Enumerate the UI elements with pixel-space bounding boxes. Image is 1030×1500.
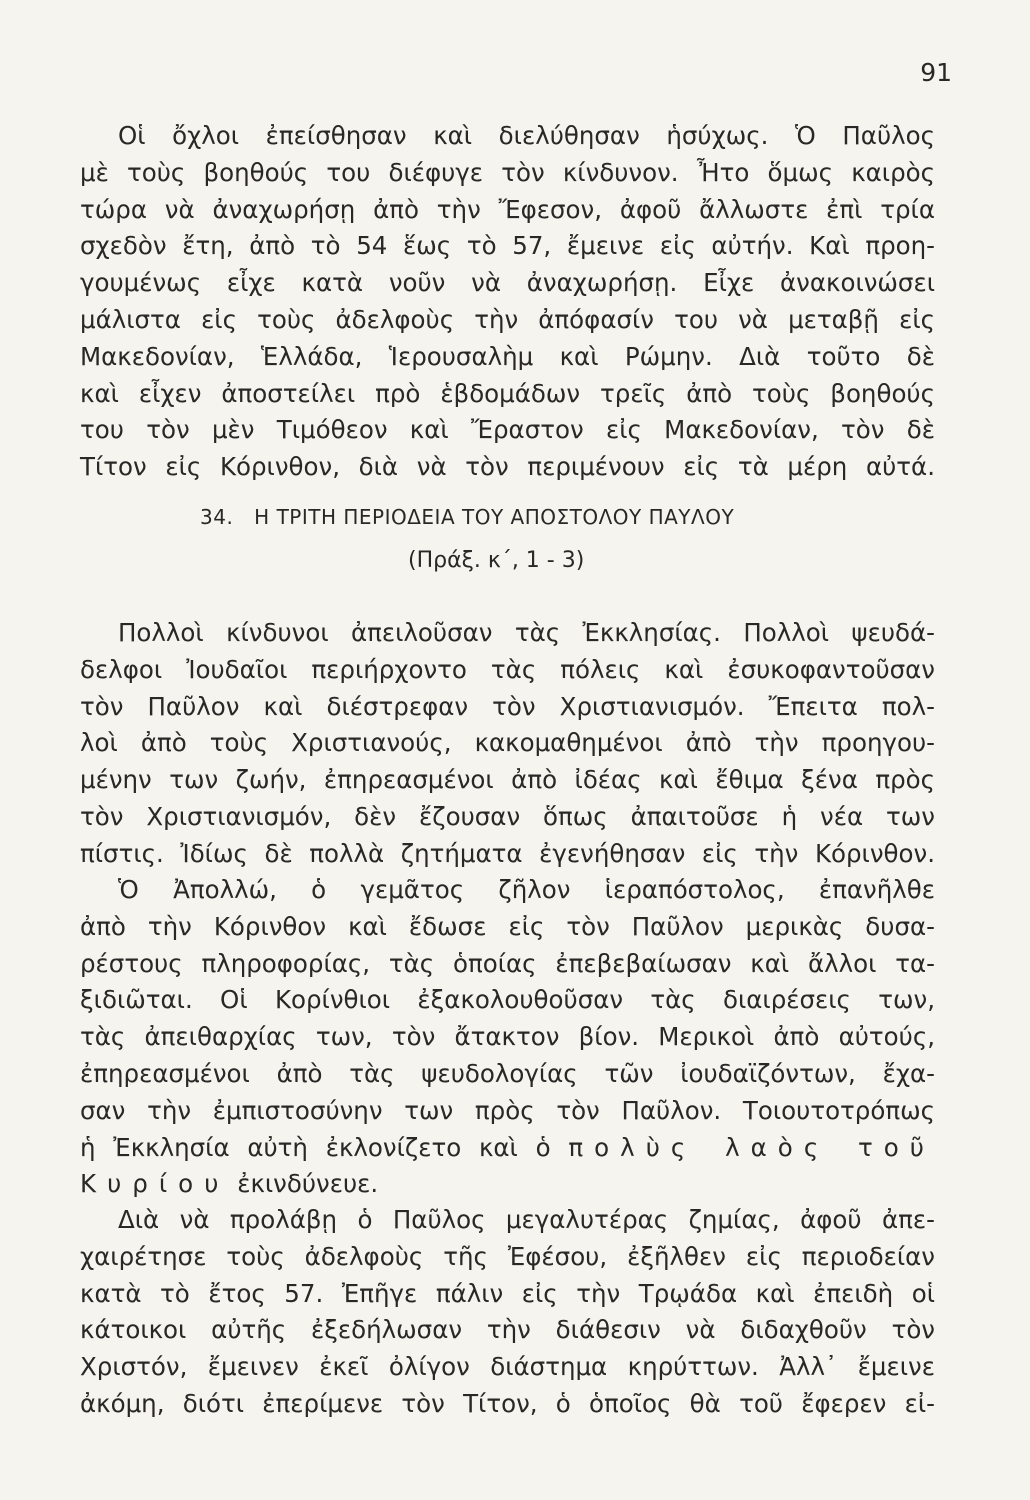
text-line: του τὸν μὲν Τιμόθεον καὶ Ἔραστον εἰς Μακεδονίαν, τὸν δὲ bbox=[80, 415, 935, 445]
text-line: καὶ εἶχεν ἀποστείλει πρὸ ἑβδομάδων τρεῖς ἀπὸ τοὺς βοηθούς bbox=[80, 378, 935, 408]
emphasized-spaced-text: Κυρίου bbox=[80, 1169, 230, 1199]
text-line: λοὶ ἀπὸ τοὺς Χριστιανούς, κακομαθημένοι ἀπὸ τὴν προηγου- bbox=[80, 728, 935, 758]
paragraph-4 bbox=[80, 1202, 935, 1423]
text-line: ἐπηρεασμένοι ἀπὸ τὰς ψευδολογίας τῶν ἰουδαϊζόντων, ἔχα- bbox=[80, 1058, 935, 1088]
text-line: μὲ τοὺς βοηθούς του διέφυγε τὸν κίνδυνον. Ἦτο ὅμως καιρὸς bbox=[80, 157, 935, 187]
text-line: τὸν Χριστιανισμόν, δὲν ἔζουσαν ὅπως ἀπαιτοῦσε ἡ νέα των bbox=[80, 801, 935, 831]
section-number: 34. bbox=[200, 505, 234, 529]
text-line: ρέστους πληροφορίας, τὰς ὁποίας ἐπεβεβαίωσαν καὶ ἄλλοι τα- bbox=[80, 948, 935, 978]
text-line: κάτοικοι αὐτῆς ἐξεδήλωσαν τὴν διάθεσιν νὰ διδαχθοῦν τὸν bbox=[80, 1315, 935, 1345]
section-title: Η ΤΡΙΤΗ ΠΕΡΙΟΔΕΙΑ ΤΟΥ ΑΠΟΣΤΟΛΟΥ ΠΑΥΛΟΥ bbox=[254, 505, 735, 529]
text-line: Διὰ νὰ προλάβῃ ὁ Παῦλος μεγαλυτέρας ζημίας, ἀφοῦ ἀπε- bbox=[118, 1205, 935, 1234]
text-line: Ὁ Ἀπολλώ, ὁ γεμᾶτος ζῆλον ἱεραπόστολος, ἐπανῆλθε bbox=[118, 875, 935, 904]
paragraph-3 bbox=[80, 872, 935, 1203]
text-line: τὸν Παῦλον καὶ διέστρεφαν τὸν Χριστιανισμόν. Ἔπειτα πολ- bbox=[80, 691, 935, 721]
text-line: σχεδὸν ἔτη, ἀπὸ τὸ 54 ἕως τὸ 57, ἔμεινε εἰς αὐτήν. Καὶ προη- bbox=[80, 231, 935, 261]
paragraph-1 bbox=[80, 118, 935, 486]
text-line: τώρα νὰ ἀναχωρήσῃ ἀπὸ τὴν Ἔφεσον, ἀφοῦ ἄλλωστε ἐπὶ τρία bbox=[80, 194, 935, 224]
text-line: χαιρέτησε τοὺς ἀδελφοὺς τῆς Ἐφέσου, ἐξῆλθεν εἰς περιοδείαν bbox=[80, 1241, 935, 1271]
text-line: σαν τὴν ἐμπιστοσύνην των πρὸς τὸν Παῦλον. Τοιουτοτρόπως bbox=[80, 1095, 935, 1125]
text-line bbox=[80, 1130, 935, 1167]
text-line: κατὰ τὸ ἔτος 57. Ἐπῆγε πάλιν εἰς τὴν Τρῳάδα καὶ ἐπειδὴ οἱ bbox=[80, 1278, 935, 1308]
text-line: δελφοι Ἰουδαῖοι περιήρχοντο τὰς πόλεις καὶ ἐσυκοφαντοῦσαν bbox=[80, 654, 935, 684]
text-line: Πολλοὶ κίνδυνοι ἀπειλοῦσαν τὰς Ἐκκλησίας. Πολλοὶ ψευδά- bbox=[118, 618, 935, 647]
text-line: ἀκόμη, διότι ἐπερίμενε τὸν Τίτον, ὁ ὁποῖος θὰ τοῦ ἔφερεν εἰ- bbox=[80, 1388, 935, 1418]
text-line: πίστις. Ἰδίως δὲ πολλὰ ζητήματα ἐγενήθησαν εἰς τὴν Κόρινθον. bbox=[80, 838, 935, 868]
text-line: μάλιστα εἰς τοὺς ἀδελφοὺς τὴν ἀπόφασίν του νὰ μεταβῇ εἰς bbox=[80, 304, 935, 334]
text-line: ξιδιῶται. Οἱ Κορίνθιοι ἐξακολουθοῦσαν τὰς διαιρέσεις των, bbox=[80, 985, 935, 1015]
text-line: γουμένως εἶχε κατὰ νοῦν νὰ ἀναχωρήσῃ. Εἶχε ἀνακοινώσει bbox=[80, 268, 935, 298]
text-line-start: ἡ Ἐκκλησία αὐτὴ ἐκλονίζετο καὶ ὁ bbox=[80, 1132, 551, 1162]
emphasized-spaced-text: πολὺς λαὸς τοῦ bbox=[568, 1132, 936, 1162]
page-number: 91 bbox=[920, 58, 952, 87]
text-line: Οἱ ὄχλοι ἐπείσθησαν καὶ διελύθησαν ἡσύχως. Ὁ Παῦλος bbox=[118, 121, 935, 150]
text-line-end: ἐκινδύνευε. bbox=[237, 1169, 379, 1199]
section-heading bbox=[200, 505, 734, 529]
text-line bbox=[80, 1166, 935, 1203]
text-line: Τίτον εἰς Κόρινθον, διὰ νὰ τὸν περιμένουν εἰς τὰ μέρη αὐτά. bbox=[80, 452, 935, 482]
text-line: τὰς ἀπειθαρχίας των, τὸν ἄτακτον βίον. Μερικοὶ ἀπὸ αὐτούς, bbox=[80, 1022, 935, 1052]
text-line: ἀπὸ τὴν Κόρινθον καὶ ἔδωσε εἰς τὸν Παῦλον μερικὰς δυσα- bbox=[80, 911, 935, 941]
text-line: Χριστόν, ἔμεινεν ἐκεῖ ὀλίγον διάστημα κηρύττων. Ἀλλ᾽ ἔμεινε bbox=[80, 1352, 935, 1382]
scripture-reference: (Πράξ. κ΄, 1 - 3) bbox=[408, 548, 585, 573]
paragraph-2 bbox=[80, 615, 935, 873]
text-line: μένην των ζωήν, ἐπηρεασμένοι ἀπὸ ἰδέας καὶ ἔθιμα ξένα πρὸς bbox=[80, 765, 935, 795]
text-line: Μακεδονίαν, Ἑλλάδα, Ἱερουσαλὴμ καὶ Ρώμην. Διὰ τοῦτο δὲ bbox=[80, 341, 935, 371]
